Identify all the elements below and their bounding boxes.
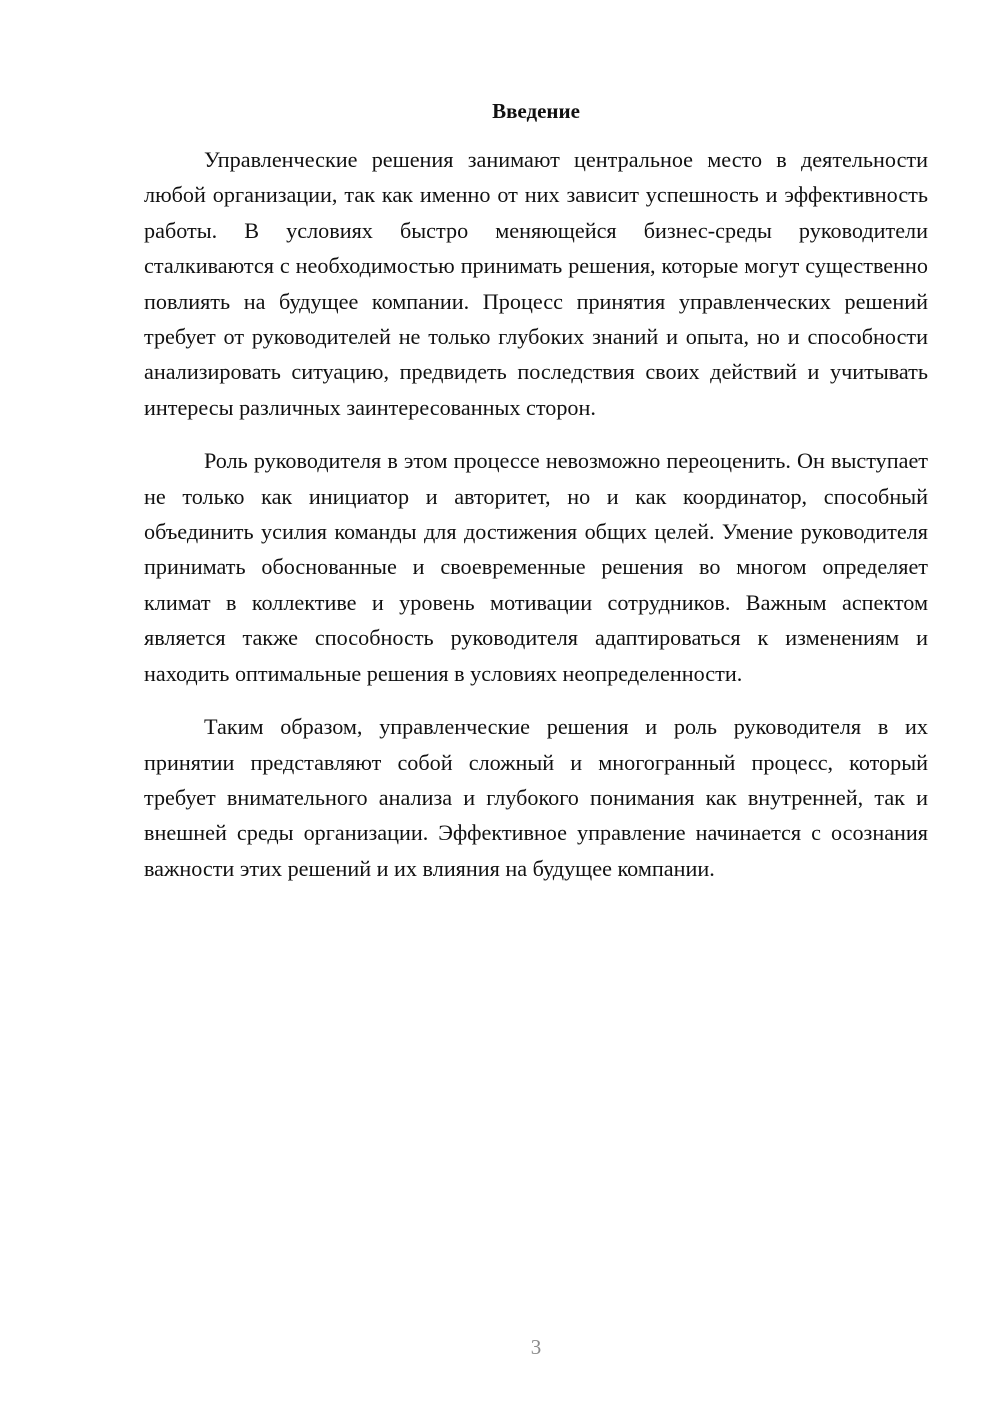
paragraph-1: Управленческие решения занимают центральное место в деятельности любой организации, так как именно от них зависит успешность и эффективность работы. В условиях быстро меняющейся бизнес-среды руководители сталкиваются с необходимостью принимать решения, которые могут существенно повлиять на будущее компании. Процесс принятия управленческих решений требует от руководителей не только глубоких знаний и опыта, но и способности анализировать ситуацию, предвидеть последствия своих действий и учитывать интересы различных заинтересованных сторон.	[144, 147, 928, 420]
paragraph-3: Таким образом, управленческие решения и роль руководителя в их принятии представляют собой сложный и многогранный процесс, который требует внимательного анализа и глубокого понимания как внутренней, так и внешней среды организации. Эффективное управление начинается с осознания важности этих решений и их влияния на будущее компании.	[144, 714, 928, 881]
body-text	[144, 142, 928, 904]
page-title: Введение	[492, 99, 580, 123]
page-number: 3	[530, 1335, 542, 1359]
paragraph-2: Роль руководителя в этом процессе невозможно переоценить. Он выступает не только как инициатор и авторитет, но и как координатор, способный объединить усилия команды для достижения общих целей. Умение руководителя принимать обоснованные и своевременные решения во многом определяет климат в коллективе и уровень мотивации сотрудников. Важным аспектом является также способность руководителя адаптироваться к изменениям и находить оптимальные решения в условиях неопределенности.	[144, 448, 928, 686]
